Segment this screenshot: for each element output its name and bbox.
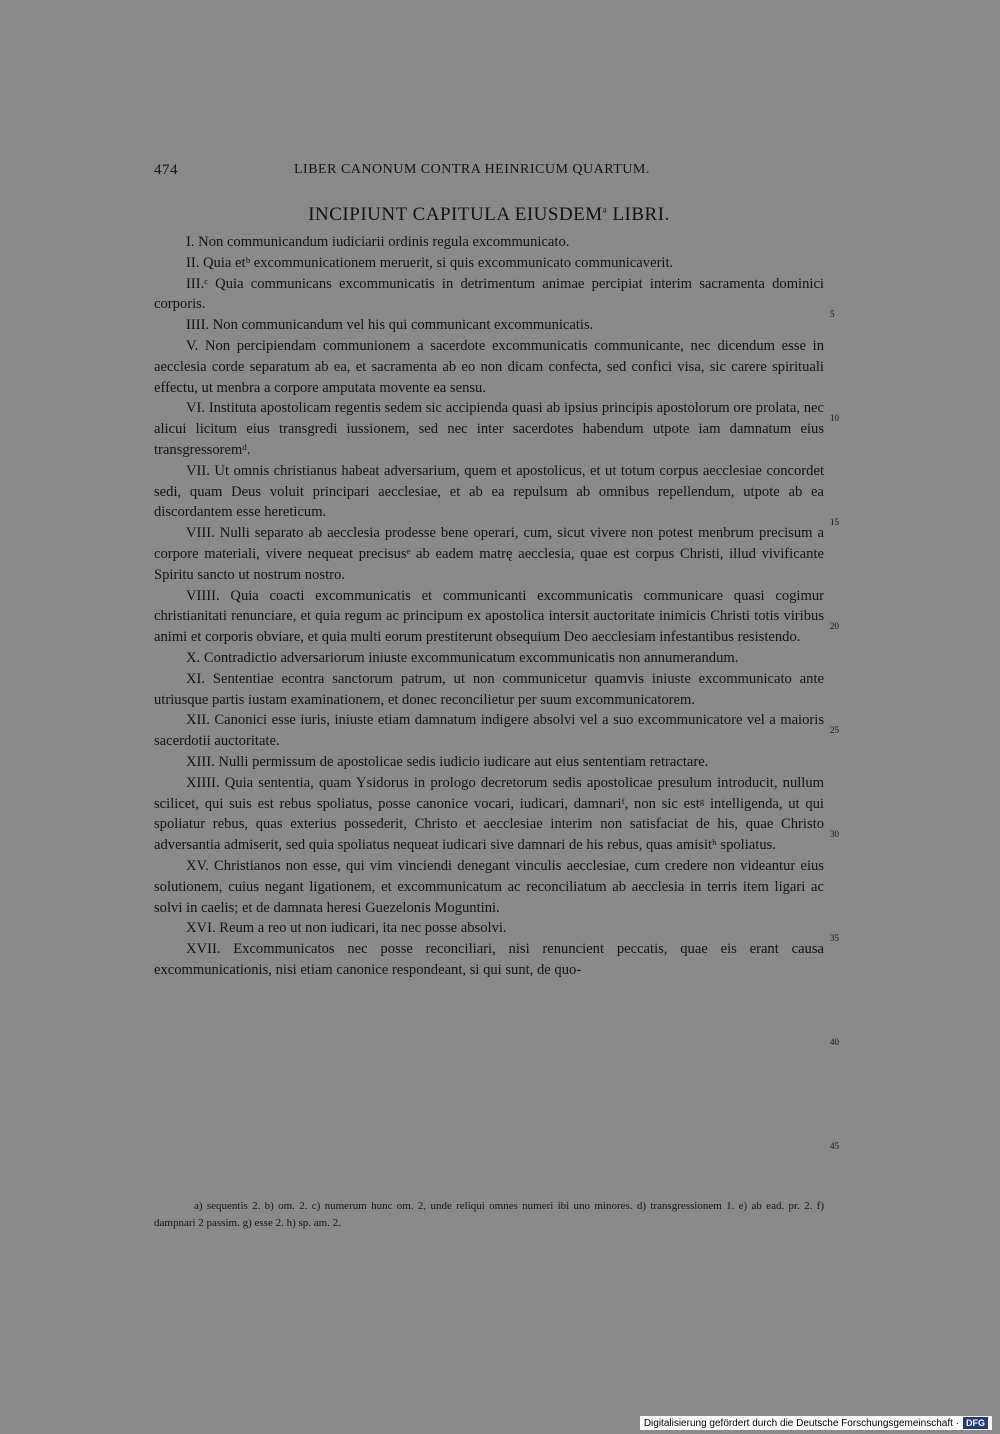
chapter-item: XVII. Excommunicatos nec posse reconciliari, nisi renuncient peccatis, quae eis erant causa excommunicationis, nisi etiam canonice respondeant, si qui sunt, de quo- (154, 941, 824, 978)
chapter-item: XIIII. Quia sententia, quam Ysidorus in prologo decretorum sedis apostolicae presulum introducit, nullum scilicet, qui suis est rebus spoliatus, posse canonice vocari, iudicari, damnariᶠ, non sic estᵍ intelligenda, ut qui spoliatur rebus, quas exterius possederit, Christo et aecclesiae interim non satisfaciat de his, quae Christo adversantia admiserit, sed quia spoliatus nequeat iudicari sive damnari de his rebus, quas amisitʰ spoliatus. (154, 774, 824, 854)
chapter-item: IIII. Non communicandum vel his qui communicant excommunicatis. (186, 317, 594, 334)
chapter-item: X. Contradictio adversariorum iniuste excommunicatum excommunicatis non annumerandum. (186, 649, 739, 666)
chapter-item: VIII. Nulli separato ab aecclesia prodesse bene operari, cum, sicut vivere non potest menbrum precisum a corpore materiali, vivere nequeat precisusᵉ ab eadem matrę aecclesia, quae est corpus Christi, illud vivificante Spiritu sancto ut nostrum nostro. (154, 525, 824, 583)
section-title-text: INCIPIUNT CAPITULA EIUSDEM (308, 204, 603, 225)
chapter-item: VI. Instituta apostolicam regentis sedem sic accipienda quasi ab ipsius principis apostolorum ore prolata, nec alicui licitum eius transgredi iussionem, sed nec inter sacerdotes habendum utpote iam damnatum eius transgressoremᵈ. (154, 400, 824, 458)
page-number: 474 (154, 162, 178, 178)
section-title (154, 204, 824, 226)
line-number: 15 (830, 517, 839, 527)
section-title-tail: LIBRI. (607, 204, 670, 225)
running-title: LIBER CANONUM CONTRA HEINRICUM QUARTUM. (294, 162, 650, 177)
chapter-item: XIII. Nulli permissum de apostolicae sedis iudicio iudicare aut eius sententiam retractare. (186, 753, 709, 770)
line-number: 35 (830, 933, 839, 943)
line-number: 25 (830, 725, 839, 735)
line-number: 30 (830, 829, 839, 839)
line-number: 20 (830, 621, 839, 631)
footnotes: a) sequentis 2. b) om. 2. c) numerum hunc om. 2, unde reliqui omnes numeri ibi uno minores. d) transgressionem 1. e) ab ead. pr. 2. f) dampnari 2 passim. g) esse 2. h) sp. am. 2. (154, 1200, 824, 1229)
credit-text: Digitalisierung gefördert durch die Deutsche Forschungsgemeinschaft · (643, 1417, 959, 1429)
chapter-item: XII. Canonici esse iuris, iniuste etiam damnatum indigere absolvi vel a suo excommunicatore vel a maioris sacerdotii auctoritate. (154, 712, 824, 750)
chapter-item: XI. Sententiae econtra sanctorum patrum, ut non communicetur quamvis iniuste excommunicato ante utriusque partis iustam examinationem, et donec reconcilietur per suum excommunicatorem. (154, 670, 824, 708)
chapter-item: V. Non percipiendam communionem a sacerdote excommunicatis communicante, nec dicendum esse in aecclesia corde separatum ab ea, et sacramenta ab eo non dicam confecta, sed confici visa, sic carere spirituali effectu, ut menbra a corpore amputata movente ea sensu. (154, 337, 824, 396)
chapter-item: VIIII. Quia coacti excommunicatis et communicanti excommunicatis communicare quasi cogimur christianitati renunciare, et quia regum ac principum ex apostolica intersit auctoritate inimicis Christi totis viribus animi et corporis obviare, et quia multi eorum prestiterunt obsequium Deo aecclesiam infestantibus resistendo. (154, 587, 824, 646)
chapter-item: I. Non communicandum iudiciarii ordinis regula excommunicato. (186, 234, 570, 250)
chapter-item: VII. Ut omnis christianus habeat adversarium, quem et apostolicus, et ut totum corpus aecclesiae concordet sedi, quam Deus voluit principari aecclesiae, et ab ea repulsum ab omnibus repellendum, utpote ab ea discordantem esse hereticum. (154, 462, 824, 521)
title-footnote-mark: a (602, 204, 608, 215)
chapter-item: III.ᶜ Quia communicans excommunicatis in detrimentum animae percipiat interim sacramenta dominici corporis. (154, 275, 824, 313)
chapter-list (154, 232, 839, 1151)
chapter-item: XV. Christianos non esse, qui vim vinciendi denegant vinculis aecclesiae, cum credere non videantur eius solutionem, cuius negant ligationem, et excommunicatum ac reconciliatum ab aecclesia in terris item ligari ac solvi in caelis; et de damnata heresi Guezelonis Moguntini. (154, 857, 824, 916)
digitization-credit (640, 1416, 992, 1430)
chapter-item: II. Quia etᵇ excommunicationem meruerit, si quis excommunicato communicaverit. (186, 254, 674, 271)
line-number: 10 (830, 413, 839, 423)
line-number: 45 (830, 1141, 839, 1151)
chapter-item: XVI. Reum a reo ut non iudicari, ita nec posse absolvi. (186, 920, 507, 937)
dfg-logo: DFG (963, 1417, 988, 1429)
line-number: 40 (830, 1037, 839, 1047)
line-number: 5 (830, 309, 835, 319)
